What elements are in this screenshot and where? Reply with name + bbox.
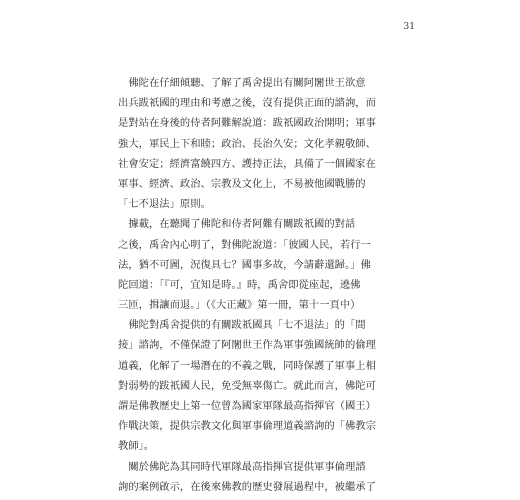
text-line: 作戰決策，提供宗教文化與軍事倫理道義諮詢的「佛教宗 — [118, 420, 376, 433]
text-line: 據載，在聽聞了佛陀和侍者阿難有關跋祇國的對話 — [118, 218, 356, 231]
text-line: 關於佛陀為其同時代軍隊最高指揮官提供軍事倫理諮 — [118, 460, 366, 473]
text-line: 接」諮詢，不僅保證了阿闍世王作為軍事強國統帥的倫理 — [118, 339, 376, 352]
text-line: 陀回道：「『可，宜知是時。』時，禹舍即從座起，遶佛 — [118, 278, 361, 291]
text-line: 教師」。 — [118, 440, 155, 453]
paragraph — [118, 214, 393, 315]
text-line: 佛陀對禹舍提供的有關跋祇國具「七不退法」的「間 — [118, 319, 366, 332]
text-line: 強大，軍民上下和睦；政治、長治久安；文化孝親敬師、 — [118, 137, 376, 150]
page-number: 31 — [403, 22, 415, 32]
text-line: 是對站在身後的侍者阿難解說道：跋祇國政治開明；軍事 — [118, 117, 376, 130]
text-line: 道義，化解了一場潛在的不義之戰，同時保護了軍事上相 — [118, 359, 376, 372]
text-line: 軍事、經濟、政治、宗教及文化上，不易被他國戰勝的 — [118, 177, 366, 190]
text-line: 佛陀在仔細傾聽、了解了禹舍提出有關阿闍世王欲意 — [118, 77, 366, 89]
paragraph — [118, 315, 393, 456]
text-line: 詢的案例啟示，在後來佛教的歷史發展過程中，被繼承了 — [118, 480, 376, 493]
text-line: 出兵跋祇國的理由和考慮之後，沒有提供正面的諮詢，而 — [118, 97, 376, 110]
body-text — [118, 73, 393, 497]
paragraph — [118, 457, 393, 497]
text-line: 「七不退法」原則。 — [118, 198, 211, 211]
text-line: 對弱勢的跋祇國人民，免受無辜傷亡。就此而言，佛陀可 — [118, 379, 376, 392]
text-line: 之後，禹舍內心明了，對佛陀說道：「彼國人民，若行一 — [118, 238, 371, 251]
text-line: 社會安定；經濟富饒四方、護持正法，具備了一個國家在 — [118, 157, 376, 170]
text-line: 三匝，揖讓而退。」（《大正藏》第一冊，第十一頁中） — [118, 299, 361, 312]
text-line: 法，猶不可圖，況復具七？國事多故，今請辭還歸。」佛 — [118, 258, 371, 271]
text-line: 謂是佛教歷史上第一位曾為國家軍隊最高指揮官（國王） — [118, 400, 376, 412]
paragraph — [118, 73, 393, 214]
